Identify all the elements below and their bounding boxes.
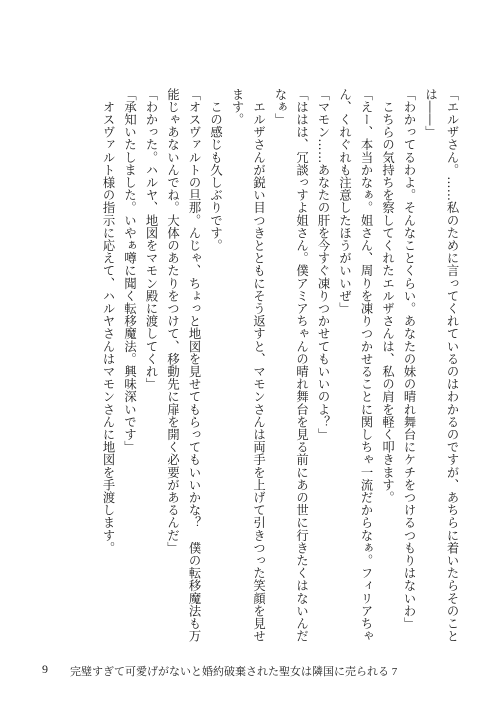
text-line: エルザさんが鋭い目つきとともにそう返すと、マモンさんは両手を上げて引きつった笑顔を見せ [251,88,266,643]
text-line: 「わかった。ハルヤ、地図をマモン殿に渡してくれ」 [144,88,158,391]
page-number: 9 [42,662,48,676]
running-title: 完璧すぎて可愛げがないと婚約破棄された聖女は隣国に売られる 7 [70,666,398,678]
text-line: 「えー、本当かなぁ。姐さん、周りを凍りつかせることに関しちゃ一流だからなぁ。フィリアちゃ [359,88,373,643]
text-line: 「オスヴァルトの旦那。んじゃ、ちょっと地図を見せてもらってもいいかな？ 僕の転移魔法も万 [187,88,201,643]
page-footer [42,662,472,682]
text-line: オスヴァルト様の指示に応えて、ハルヤさんはマモンさんに地図を手渡します。 [101,88,115,555]
text-line: は――」 [423,88,438,139]
text-line: 「エルザさん。……私のために言ってくれているのはわかるのですが、あちらに着いたらそのこと [445,88,459,643]
text-line: 能じゃあないんでね。大体のあたりをつけて、移動先に扉を開く必要があるんだ」 [165,88,180,555]
text-line: 「マモン……あなたの肝を今すぐ凍りつかせてもいいのよ？」 [316,88,330,441]
text-line: 「わかってるわよ。そんなことくらい。あなたの妹の晴れ舞台にケチをつけるつもりはないわ」 [402,88,416,630]
text-line: ん、くれぐれも注意したほうがいいぜ」 [337,88,352,315]
text-line: こちらの気持ちを察してくれたエルザさんは、私の肩を軽く叩きます。 [380,88,395,504]
text-line: 「ははは、冗談っすよ姐さん。僕アミアちゃんの晴れ舞台を見る前にあの世に行きたくはないんだ [294,88,309,643]
text-line: この感じも久しぶりです。 [208,88,223,252]
novel-body-text [32,88,462,643]
text-line: なぁ」 [273,88,287,126]
text-line: 「承知いたしました。いやぁ噂に聞く転移魔法。興味深いです」 [122,88,137,454]
text-line: ます。 [230,88,244,126]
